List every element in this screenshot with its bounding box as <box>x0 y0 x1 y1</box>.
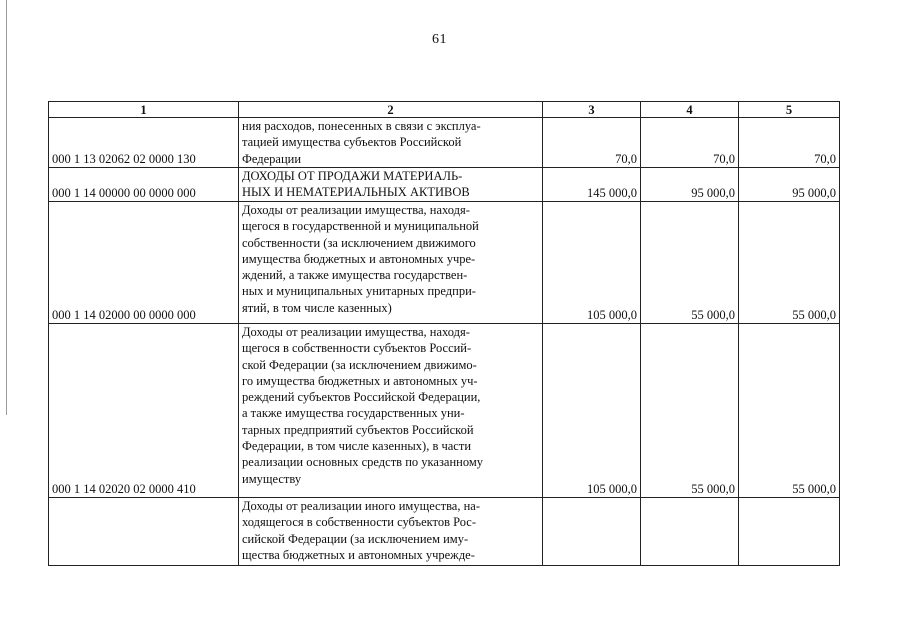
revenue-name: Доходы от реализации имущества, находя- щегося в собственности субъектов Россий- ской Федерации (за исключением движимо- го имущества бюджетных и автономных уч- реждений субъектов Российской Федерации, а также имущества государственных уни- тарных предприятий субъектов Российской Федерации, в том числе казенных), в части реализации основных средств по указанному имуществу <box>239 324 543 498</box>
revenue-name: Доходы от реализации иного имущества, на- ходящегося в собственности субъектов Рос- сийской Федерации (за исключением иму- щества бюджетных и автономных учрежде- <box>239 498 543 566</box>
revenue-name: Доходы от реализации имущества, находя- щегося в государственной и муниципальной собственности (за исключением движимого имущества бюджетных и автономных учре- ждений, а также имущества государствен- ных и муниципальных унитарных предпри- ятий, в том числе казенных) <box>239 202 543 324</box>
amount-col-5: 55 000,0 <box>739 324 840 498</box>
revenue-name: ния расходов, понесенных в связи с эксплуа- тацией имущества субъектов Российской Федерации <box>239 118 543 168</box>
column-header-2: 2 <box>239 102 543 118</box>
amount-col-3 <box>543 498 641 566</box>
amount-col-4: 55 000,0 <box>641 202 739 324</box>
table-header-row <box>49 102 840 118</box>
budget-code: 000 1 14 00000 00 0000 000 <box>49 168 239 202</box>
table-row <box>49 498 840 566</box>
budget-code <box>49 498 239 566</box>
table-row <box>49 324 840 498</box>
amount-col-3: 105 000,0 <box>543 202 641 324</box>
amount-col-4 <box>641 498 739 566</box>
budget-code: 000 1 14 02000 00 0000 000 <box>49 202 239 324</box>
amount-col-5 <box>739 498 840 566</box>
budget-table <box>48 101 840 566</box>
amount-col-4: 55 000,0 <box>641 324 739 498</box>
budget-code: 000 1 13 02062 02 0000 130 <box>49 118 239 168</box>
amount-col-4: 95 000,0 <box>641 168 739 202</box>
column-header-5: 5 <box>739 102 840 118</box>
amount-col-5: 55 000,0 <box>739 202 840 324</box>
table-row <box>49 168 840 202</box>
revenue-name: ДОХОДЫ ОТ ПРОДАЖИ МАТЕРИАЛЬ- НЫХ И НЕМАТЕРИАЛЬНЫХ АКТИВОВ <box>239 168 543 202</box>
table-row <box>49 118 840 168</box>
page-edge-line <box>6 0 7 415</box>
column-header-4: 4 <box>641 102 739 118</box>
amount-col-5: 70,0 <box>739 118 840 168</box>
amount-col-5: 95 000,0 <box>739 168 840 202</box>
column-header-1: 1 <box>49 102 239 118</box>
column-header-3: 3 <box>543 102 641 118</box>
amount-col-4: 70,0 <box>641 118 739 168</box>
amount-col-3: 105 000,0 <box>543 324 641 498</box>
table-row <box>49 202 840 324</box>
page-number: 61 <box>432 32 447 47</box>
amount-col-3: 70,0 <box>543 118 641 168</box>
amount-col-3: 145 000,0 <box>543 168 641 202</box>
budget-code: 000 1 14 02020 02 0000 410 <box>49 324 239 498</box>
